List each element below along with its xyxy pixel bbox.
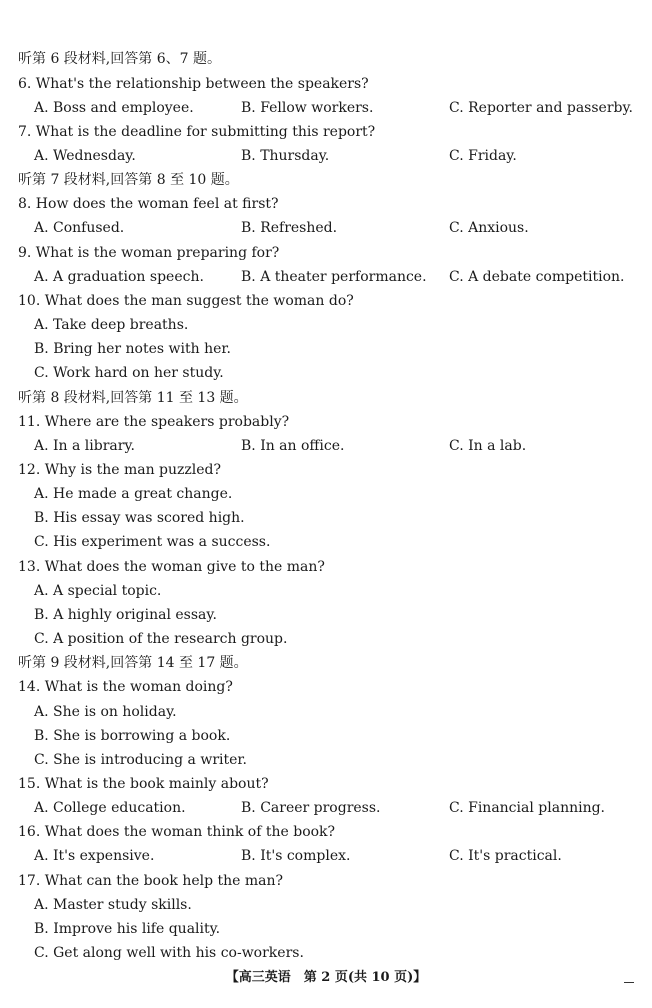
option-b[interactable]: B. Improve his life quality. xyxy=(34,921,221,937)
option-a[interactable]: A. College education. xyxy=(34,800,186,816)
option-c[interactable]: C. Friday. xyxy=(449,148,517,164)
question-12: 12. Why is the man puzzled? xyxy=(18,462,222,478)
option-b[interactable]: B. A theater performance. xyxy=(241,269,427,285)
option-b[interactable]: B. Bring her notes with her. xyxy=(34,341,231,357)
option-a[interactable]: A. A special topic. xyxy=(34,583,162,599)
question-16: 16. What does the woman think of the book? xyxy=(18,824,336,840)
option-c[interactable]: C. His experiment was a success. xyxy=(34,534,271,550)
option-c[interactable]: C. Reporter and passerby. xyxy=(449,100,633,116)
option-a[interactable]: A. It's expensive. xyxy=(34,848,155,864)
option-b[interactable]: B. A highly original essay. xyxy=(34,607,217,623)
option-b[interactable]: B. In an office. xyxy=(241,438,345,454)
option-c[interactable]: C. In a lab. xyxy=(449,438,527,454)
option-b[interactable]: B. Thursday. xyxy=(241,148,330,164)
option-a[interactable]: A. Master study skills. xyxy=(34,897,192,913)
option-c[interactable]: C. A position of the research group. xyxy=(34,631,288,647)
option-b[interactable]: B. She is borrowing a book. xyxy=(34,728,231,744)
question-8: 8. How does the woman feel at first? xyxy=(18,196,279,212)
option-b[interactable]: B. Career progress. xyxy=(241,800,381,816)
question-7: 7. What is the deadline for submitting this report? xyxy=(18,124,376,140)
option-b[interactable]: B. Refreshed. xyxy=(241,220,338,236)
option-a[interactable]: A. Take deep breaths. xyxy=(34,317,189,333)
option-a[interactable]: A. In a library. xyxy=(34,438,135,454)
option-b[interactable]: B. His essay was scored high. xyxy=(34,510,245,526)
corner-mark xyxy=(624,982,634,984)
question-6: 6. What's the relationship between the speakers? xyxy=(18,76,369,92)
option-c[interactable]: C. A debate competition. xyxy=(449,269,625,285)
question-14: 14. What is the woman doing? xyxy=(18,679,233,695)
option-b[interactable]: B. It's complex. xyxy=(241,848,351,864)
option-a[interactable]: A. He made a great change. xyxy=(34,486,233,502)
section-heading: 听第 6 段材料,回答第 6、7 题。 xyxy=(18,51,221,67)
section-heading: 听第 8 段材料,回答第 11 至 13 题。 xyxy=(18,390,248,406)
option-c[interactable]: C. Anxious. xyxy=(449,220,529,236)
option-c[interactable]: C. Financial planning. xyxy=(449,800,606,816)
option-a[interactable]: A. She is on holiday. xyxy=(34,704,177,720)
question-17: 17. What can the book help the man? xyxy=(18,873,284,889)
section-heading: 听第 7 段材料,回答第 8 至 10 题。 xyxy=(18,172,239,188)
option-c[interactable]: C. It's practical. xyxy=(449,848,562,864)
page-footer: 【高三英语 第 2 页(共 10 页)】 xyxy=(225,970,427,985)
option-a[interactable]: A. A graduation speech. xyxy=(34,269,204,285)
question-13: 13. What does the woman give to the man? xyxy=(18,559,325,575)
option-b[interactable]: B. Fellow workers. xyxy=(241,100,374,116)
question-11: 11. Where are the speakers probably? xyxy=(18,414,290,430)
option-a[interactable]: A. Wednesday. xyxy=(34,148,136,164)
question-10: 10. What does the man suggest the woman do? xyxy=(18,293,354,309)
option-c[interactable]: C. Get along well with his co-workers. xyxy=(34,945,304,961)
option-c[interactable]: C. Work hard on her study. xyxy=(34,365,224,381)
question-15: 15. What is the book mainly about? xyxy=(18,776,269,792)
section-heading: 听第 9 段材料,回答第 14 至 17 题。 xyxy=(18,655,248,671)
option-a[interactable]: A. Boss and employee. xyxy=(34,100,194,116)
option-c[interactable]: C. She is introducing a writer. xyxy=(34,752,248,768)
option-a[interactable]: A. Confused. xyxy=(34,220,125,236)
question-9: 9. What is the woman preparing for? xyxy=(18,245,280,261)
